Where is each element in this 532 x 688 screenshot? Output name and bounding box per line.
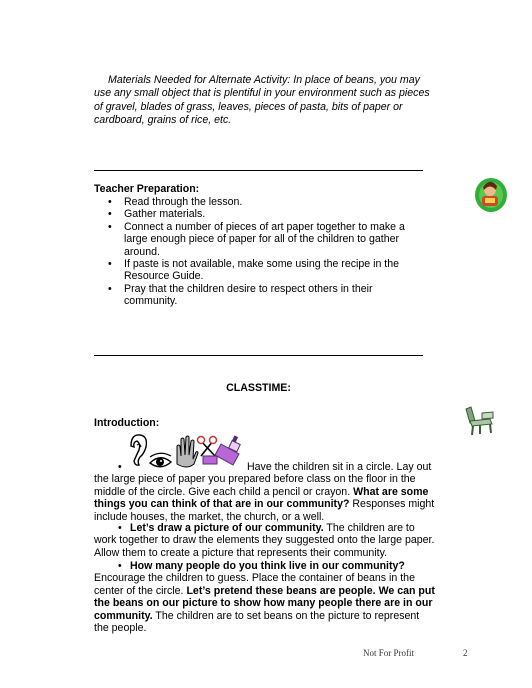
intro-paragraph-1 [94,461,436,523]
paragraph-bold-text: How many people do you think live in our community? [130,560,405,572]
bullet: • [118,522,122,534]
bullet: • [118,560,122,572]
paragraph-text: The children are to set beans on the picture to represent the people. [94,609,420,635]
introduction-heading: Introduction: [94,417,160,429]
intro-paragraph-3 [94,560,436,634]
teacher-preparation-list [94,196,412,308]
paragraph-text: The children are to work together to draw the elements they suggested onto the large paper. Allow them to create a picture that represents their community. [94,522,435,559]
list-item: • Read through the lesson. [94,196,412,208]
paragraph-text: Responses might include houses, the market, the church, or a well. [94,498,435,523]
paragraph-bold-text: Let’s draw a picture of our community. [130,522,324,534]
page-number: 2 [463,648,468,658]
chair-icon [462,405,496,437]
bullet: • [118,461,122,473]
list-item: • Connect a number of pieces of art paper together to make a large enough piece of paper for all of the children to gather around. [94,221,412,258]
materials-paragraph: Materials Needed for Alternate Activity: In place of beans, you may use any small object that is plentiful in your environment such as pieces of gravel, blades of grass, leaves, pieces of pasta, bits of paper or cardboard, grains of rice, etc. [94,74,430,127]
list-item: • Gather materials. [94,208,412,220]
footer-label: Not For Profit [363,648,415,658]
paragraph-bold-text: Let’s pretend these beans are people. We can put the beans on our picture to show how many people there are in our community. [94,584,435,622]
paragraph-text: Encourage the children to guess. Place the container of beans in the center of the circle. [94,572,415,597]
scissors-icon [198,437,218,465]
apple-teacher-icon [474,173,508,221]
paragraph-text: Have the children sit in a circle. Lay out the large piece of paper you prepared before class on the floor in the middle of the circle. Give each child a pencil or crayon. [94,461,432,498]
list-item: • If paste is not available, make some using the recipe in the Resource Guide. [94,258,412,283]
paragraph-bold-text: What are some things you can think of that are in our community? [94,485,429,511]
divider-rule [94,355,423,356]
list-item: • Pray that the children desire to respect others in their community. [94,283,412,308]
classtime-heading: CLASSTIME: [226,382,291,394]
intro-paragraph-2 [94,522,436,559]
teacher-preparation-heading: Teacher Preparation: [94,183,200,195]
divider-rule [94,170,423,171]
